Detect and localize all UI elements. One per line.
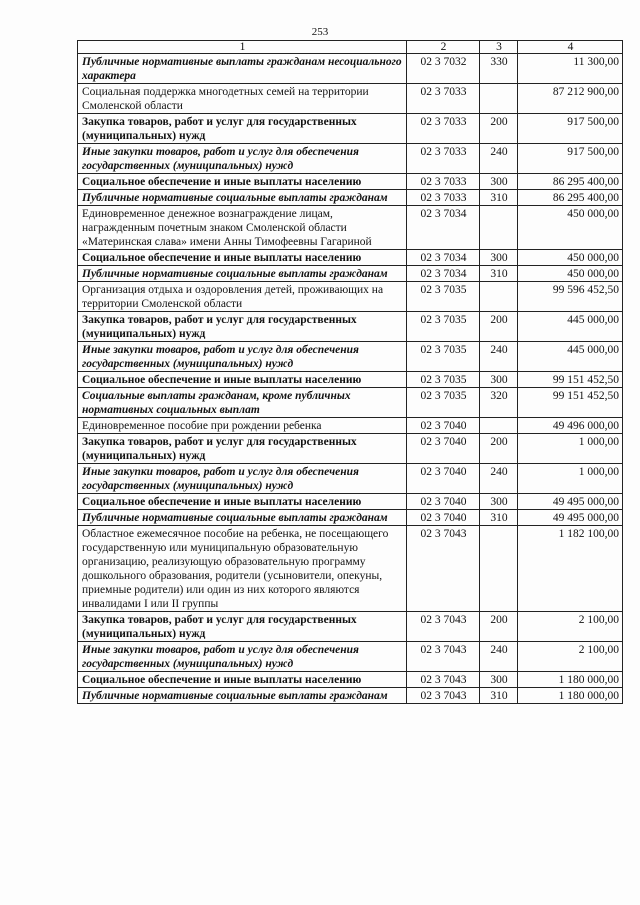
row-kind-cell: 240 <box>480 464 518 494</box>
row-name-cell: Социальные выплаты гражданам, кроме публичных нормативных социальных выплат <box>78 388 407 418</box>
row-code-cell: 02 3 7034 <box>407 266 480 282</box>
table-row <box>78 54 623 84</box>
row-kind-cell <box>480 206 518 250</box>
table-row <box>78 642 623 672</box>
table-row <box>78 114 623 144</box>
row-amount-cell: 49 495 000,00 <box>518 494 623 510</box>
table-row <box>78 282 623 312</box>
row-code-cell: 02 3 7033 <box>407 174 480 190</box>
table-row <box>78 612 623 642</box>
row-name-cell: Иные закупки товаров, работ и услуг для обеспечения государственных (муниципальных) нужд <box>78 144 407 174</box>
row-kind-cell: 310 <box>480 688 518 704</box>
row-name-cell: Публичные нормативные социальные выплаты гражданам <box>78 190 407 206</box>
row-amount-cell: 1 000,00 <box>518 434 623 464</box>
row-kind-cell <box>480 282 518 312</box>
row-code-cell: 02 3 7035 <box>407 282 480 312</box>
row-name-cell: Закупка товаров, работ и услуг для государственных (муниципальных) нужд <box>78 312 407 342</box>
row-name-cell: Публичные нормативные социальные выплаты гражданам <box>78 688 407 704</box>
row-amount-cell: 450 000,00 <box>518 266 623 282</box>
row-code-cell: 02 3 7033 <box>407 84 480 114</box>
row-name-cell: Организация отдыха и оздоровления детей, проживающих на территории Смоленской области <box>78 282 407 312</box>
row-amount-cell: 11 300,00 <box>518 54 623 84</box>
row-kind-cell <box>480 84 518 114</box>
table-row <box>78 418 623 434</box>
row-name-cell: Иные закупки товаров, работ и услуг для обеспечения государственных (муниципальных) нужд <box>78 342 407 372</box>
row-name-cell: Иные закупки товаров, работ и услуг для обеспечения государственных (муниципальных) нужд <box>78 464 407 494</box>
row-kind-cell: 330 <box>480 54 518 84</box>
row-amount-cell: 1 182 100,00 <box>518 526 623 612</box>
row-name-cell: Областное ежемесячное пособие на ребенка, не посещающего государственную или муниципальную образовательную организацию, реализующую образовательную программу дошкольного образования, родители (усыновители, опекуны, приемные родители) или один из них которого являются инвалидами I или II группы <box>78 526 407 612</box>
row-code-cell: 02 3 7040 <box>407 464 480 494</box>
row-name-cell: Единовременное денежное вознаграждение лицам, награжденным почетным знаком Смоленской области «Материнская слава» имени Анны Тимофеевны Гагариной <box>78 206 407 250</box>
row-kind-cell <box>480 526 518 612</box>
table-row <box>78 688 623 704</box>
table-row <box>78 312 623 342</box>
row-amount-cell: 1 180 000,00 <box>518 688 623 704</box>
header-cell-kind: 3 <box>480 41 518 54</box>
row-amount-cell: 86 295 400,00 <box>518 174 623 190</box>
row-name-cell: Единовременное пособие при рождении ребенка <box>78 418 407 434</box>
row-name-cell: Закупка товаров, работ и услуг для государственных (муниципальных) нужд <box>78 612 407 642</box>
row-code-cell: 02 3 7034 <box>407 206 480 250</box>
row-amount-cell: 450 000,00 <box>518 250 623 266</box>
row-amount-cell: 99 151 452,50 <box>518 372 623 388</box>
header-cell-name: 1 <box>78 41 407 54</box>
row-kind-cell: 300 <box>480 372 518 388</box>
row-kind-cell: 310 <box>480 266 518 282</box>
row-name-cell: Социальная поддержка многодетных семей на территории Смоленской области <box>78 84 407 114</box>
table-row <box>78 250 623 266</box>
row-amount-cell: 2 100,00 <box>518 642 623 672</box>
row-name-cell: Социальное обеспечение и иные выплаты населению <box>78 372 407 388</box>
row-amount-cell: 87 212 900,00 <box>518 84 623 114</box>
row-kind-cell: 200 <box>480 114 518 144</box>
row-amount-cell: 49 495 000,00 <box>518 510 623 526</box>
table-row <box>78 190 623 206</box>
row-kind-cell: 240 <box>480 642 518 672</box>
row-code-cell: 02 3 7034 <box>407 250 480 266</box>
table-row <box>78 372 623 388</box>
budget-table-body <box>78 41 623 704</box>
row-code-cell: 02 3 7033 <box>407 114 480 144</box>
row-code-cell: 02 3 7040 <box>407 434 480 464</box>
row-name-cell: Закупка товаров, работ и услуг для государственных (муниципальных) нужд <box>78 114 407 144</box>
table-row <box>78 672 623 688</box>
row-name-cell: Закупка товаров, работ и услуг для государственных (муниципальных) нужд <box>78 434 407 464</box>
row-amount-cell: 86 295 400,00 <box>518 190 623 206</box>
table-row <box>78 84 623 114</box>
row-kind-cell: 310 <box>480 510 518 526</box>
row-kind-cell: 200 <box>480 434 518 464</box>
row-code-cell: 02 3 7043 <box>407 672 480 688</box>
table-row <box>78 510 623 526</box>
row-code-cell: 02 3 7033 <box>407 190 480 206</box>
row-kind-cell: 200 <box>480 312 518 342</box>
row-code-cell: 02 3 7040 <box>407 510 480 526</box>
row-code-cell: 02 3 7043 <box>407 642 480 672</box>
row-code-cell: 02 3 7043 <box>407 688 480 704</box>
row-name-cell: Публичные нормативные выплаты гражданам несоциального характера <box>78 54 407 84</box>
row-amount-cell: 917 500,00 <box>518 114 623 144</box>
row-kind-cell: 320 <box>480 388 518 418</box>
row-amount-cell: 445 000,00 <box>518 342 623 372</box>
row-kind-cell: 300 <box>480 174 518 190</box>
row-amount-cell: 1 180 000,00 <box>518 672 623 688</box>
row-code-cell: 02 3 7043 <box>407 526 480 612</box>
table-row <box>78 144 623 174</box>
header-cell-amount: 4 <box>518 41 623 54</box>
row-kind-cell: 300 <box>480 672 518 688</box>
table-row <box>78 206 623 250</box>
row-code-cell: 02 3 7035 <box>407 342 480 372</box>
row-kind-cell: 300 <box>480 494 518 510</box>
budget-table <box>77 40 623 704</box>
row-kind-cell: 300 <box>480 250 518 266</box>
table-row <box>78 434 623 464</box>
row-kind-cell: 240 <box>480 342 518 372</box>
header-cell-code: 2 <box>407 41 480 54</box>
row-name-cell: Публичные нормативные социальные выплаты гражданам <box>78 510 407 526</box>
row-name-cell: Социальное обеспечение и иные выплаты населению <box>78 174 407 190</box>
table-row <box>78 174 623 190</box>
row-name-cell: Социальное обеспечение и иные выплаты населению <box>78 494 407 510</box>
row-kind-cell: 310 <box>480 190 518 206</box>
row-code-cell: 02 3 7032 <box>407 54 480 84</box>
row-kind-cell: 200 <box>480 612 518 642</box>
row-name-cell: Социальное обеспечение и иные выплаты населению <box>78 672 407 688</box>
row-name-cell: Публичные нормативные социальные выплаты гражданам <box>78 266 407 282</box>
row-amount-cell: 2 100,00 <box>518 612 623 642</box>
table-row <box>78 526 623 612</box>
row-code-cell: 02 3 7043 <box>407 612 480 642</box>
row-code-cell: 02 3 7035 <box>407 312 480 342</box>
row-name-cell: Иные закупки товаров, работ и услуг для обеспечения государственных (муниципальных) нужд <box>78 642 407 672</box>
table-row <box>78 266 623 282</box>
row-amount-cell: 99 151 452,50 <box>518 388 623 418</box>
row-amount-cell: 49 496 000,00 <box>518 418 623 434</box>
table-row <box>78 494 623 510</box>
row-code-cell: 02 3 7040 <box>407 494 480 510</box>
row-amount-cell: 99 596 452,50 <box>518 282 623 312</box>
row-code-cell: 02 3 7035 <box>407 388 480 418</box>
table-header-row <box>78 41 623 54</box>
row-amount-cell: 450 000,00 <box>518 206 623 250</box>
row-name-cell: Социальное обеспечение и иные выплаты населению <box>78 250 407 266</box>
row-code-cell: 02 3 7040 <box>407 418 480 434</box>
table-row <box>78 388 623 418</box>
row-amount-cell: 917 500,00 <box>518 144 623 174</box>
row-code-cell: 02 3 7035 <box>407 372 480 388</box>
row-amount-cell: 1 000,00 <box>518 464 623 494</box>
table-row <box>78 464 623 494</box>
row-code-cell: 02 3 7033 <box>407 144 480 174</box>
row-kind-cell: 240 <box>480 144 518 174</box>
table-row <box>78 342 623 372</box>
row-kind-cell <box>480 418 518 434</box>
row-amount-cell: 445 000,00 <box>518 312 623 342</box>
page-number: 253 <box>311 26 329 38</box>
